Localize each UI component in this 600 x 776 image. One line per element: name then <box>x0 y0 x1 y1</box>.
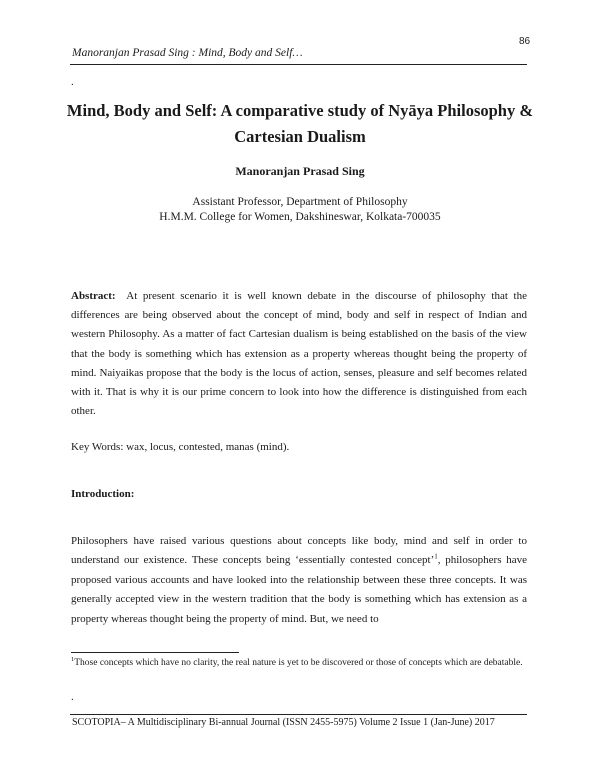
abstract-text: At present scenario it is well known debate in the discourse of philosophy that the differences are being observed about the concept of mind, body and self in respect of Indian and western Philosophy. As a matter of fact Cartesian dualism is being established on the basis of the view that the body is something which has extension as a property whereas thought being the property of mind. Naiyaikas propose that the body is the locus of action, senses, pleasure and self becomes related with it. That is why it is our prime concern to look into how the difference is distinguished from each other. <box>71 290 527 418</box>
footnote-text: Those concepts which have no clarity, the real nature is yet to be discovered or those of concepts which are debatable. <box>74 658 523 668</box>
footnote-rule <box>71 652 239 653</box>
footer-rule <box>70 714 527 715</box>
footnote-reference[interactable]: 1 <box>434 552 438 561</box>
abstract-label: Abstract: <box>71 290 116 302</box>
journal-footer: SCOTOPIA– A Multidisciplinary Bi-annual Journal (ISSN 2455-5975) Volume 2 Issue 1 (Jan-June) 2017 <box>72 717 495 728</box>
author-affiliation <box>60 195 540 225</box>
keywords: Key Words: wax, locus, contested, manas (mind). <box>71 441 290 453</box>
header-rule <box>70 64 527 65</box>
affiliation-line-2: H.M.M. College for Women, Dakshineswar, Kolkata-700035 <box>159 211 441 223</box>
intro-text-part-2: , philosophers have proposed various accounts and have looked into the relationship between these three concepts. It was generally accepted view in the western tradition that the body is something which has extension as a property whereas thought being the property of mind. But, we need to <box>71 554 528 625</box>
footnote <box>71 657 527 669</box>
paper-title-line-2: Cartesian Dualism <box>234 127 366 146</box>
author-name: Manoranjan Prasad Sing <box>235 164 365 178</box>
footnote-marker: 1 <box>71 655 75 663</box>
paper-title <box>60 98 540 150</box>
stray-dot-bottom: . <box>71 691 74 703</box>
running-head: Manoranjan Prasad Sing : Mind, Body and Self… <box>72 47 303 59</box>
abstract <box>71 287 527 421</box>
introduction-heading: Introduction: <box>71 488 135 500</box>
affiliation-line-1: Assistant Professor, Department of Philosophy <box>192 196 408 208</box>
introduction-text <box>71 532 527 629</box>
paper-title-line-1: Mind, Body and Self: A comparative study of Nyāya Philosophy & <box>66 101 534 120</box>
page-number: 86 <box>519 36 531 47</box>
intro-text-part-1: Philosophers have raised various questions about concepts like body, mind and self in order to understand our existence. These concepts being ‘essentially contested concept’ <box>71 535 527 567</box>
stray-dot-top: . <box>71 76 74 88</box>
